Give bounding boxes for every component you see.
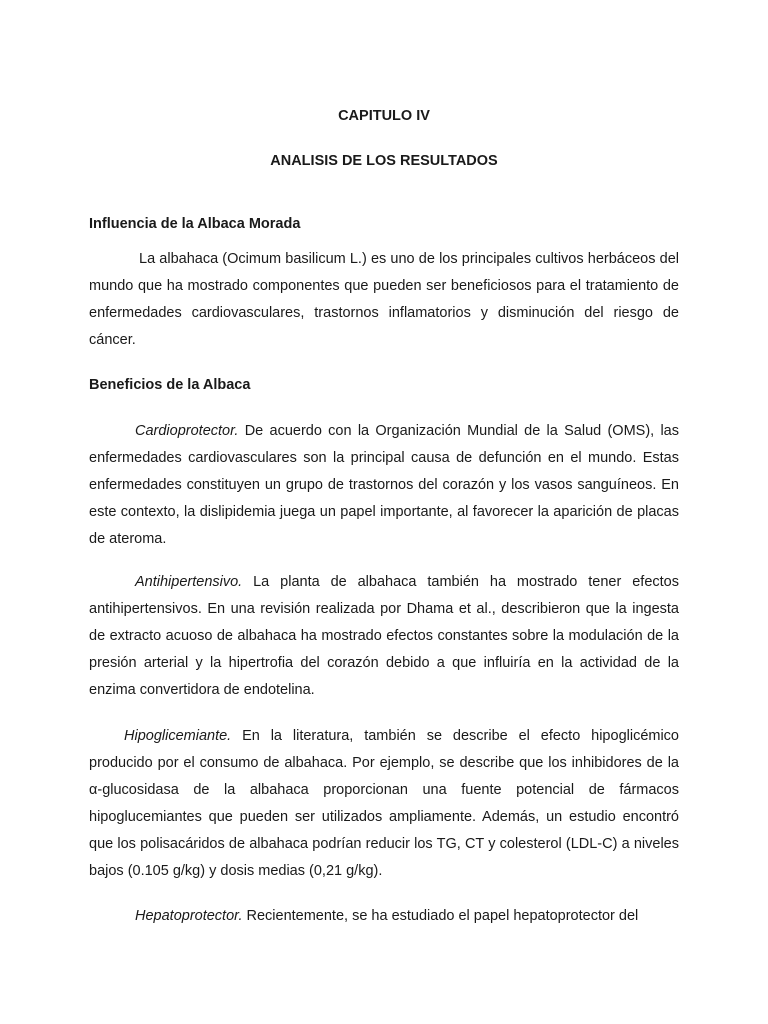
term-hipoglicemiante: Hipoglicemiante. xyxy=(124,728,232,744)
text-antihipertensivo: La planta de albahaca también ha mostrado tener efectos antihipertensivos. En una revisión realizada por Dhama et al., describieron que la ingesta de extracto acuoso de albahaca ha mostrado efectos constantes sobre la modulación de la presión arterial y la hipertrofia del corazón debido a que influiría en la actividad de la enzima convertidora de endotelina. xyxy=(89,574,679,698)
paragraph-hepatoprotector xyxy=(89,903,679,943)
section-heading-influencia: Influencia de la Albaca Morada xyxy=(89,216,301,232)
text-hepatoprotector: Recientemente, se ha estudiado el papel hepatoprotector del xyxy=(242,908,639,924)
paragraph-antihipertensivo xyxy=(89,569,679,704)
term-antihipertensivo: Antihipertensivo. xyxy=(135,574,243,590)
chapter-title: ANALISIS DE LOS RESULTADOS xyxy=(270,153,498,169)
paragraph-influencia: La albahaca (Ocimum basilicum L.) es uno de los principales cultivos herbáceos del mundo que ha mostrado componentes que pueden ser beneficiosos para el tratamiento de enfermedades cardiovasculares, trastornos inflamatorios y disminución del riesgo de cáncer. xyxy=(89,251,679,348)
document-page xyxy=(89,0,679,1024)
paragraph-hipoglicemiante xyxy=(89,723,679,885)
term-cardioprotector: Cardioprotector. xyxy=(135,423,239,439)
text-hipoglicemiante: En la literatura, también se describe el efecto hipoglicémico producido por el consumo de albahaca. Por ejemplo, se describe que los inhibidores de la α-glucosidasa de la albahaca proporcionan una fuente potencial de fármacos hipoglucemiantes que pueden ser utilizados ampliamente. Además, un estudio encontró que los polisacáridos de albahaca podrían reducir los TG, CT y colesterol (LDL-C) a niveles bajos (0.105 g/kg) y dosis medias (0,21 g/kg). xyxy=(89,728,679,879)
term-hepatoprotector: Hepatoprotector. xyxy=(135,908,243,924)
paragraph-cardioprotector xyxy=(89,418,679,553)
text-cardioprotector: De acuerdo con la Organización Mundial de la Salud (OMS), las enfermedades cardiovasculares son la principal causa de defunción en el mundo. Estas enfermedades constituyen un grupo de trastornos del corazón y los vasos sanguíneos. En este contexto, la dislipidemia juega un papel importante, al favorecer la aparición de placas de ateroma. xyxy=(89,423,679,547)
chapter-heading: CAPITULO IV xyxy=(338,108,430,124)
section-heading-beneficios: Beneficios de la Albaca xyxy=(89,377,251,393)
